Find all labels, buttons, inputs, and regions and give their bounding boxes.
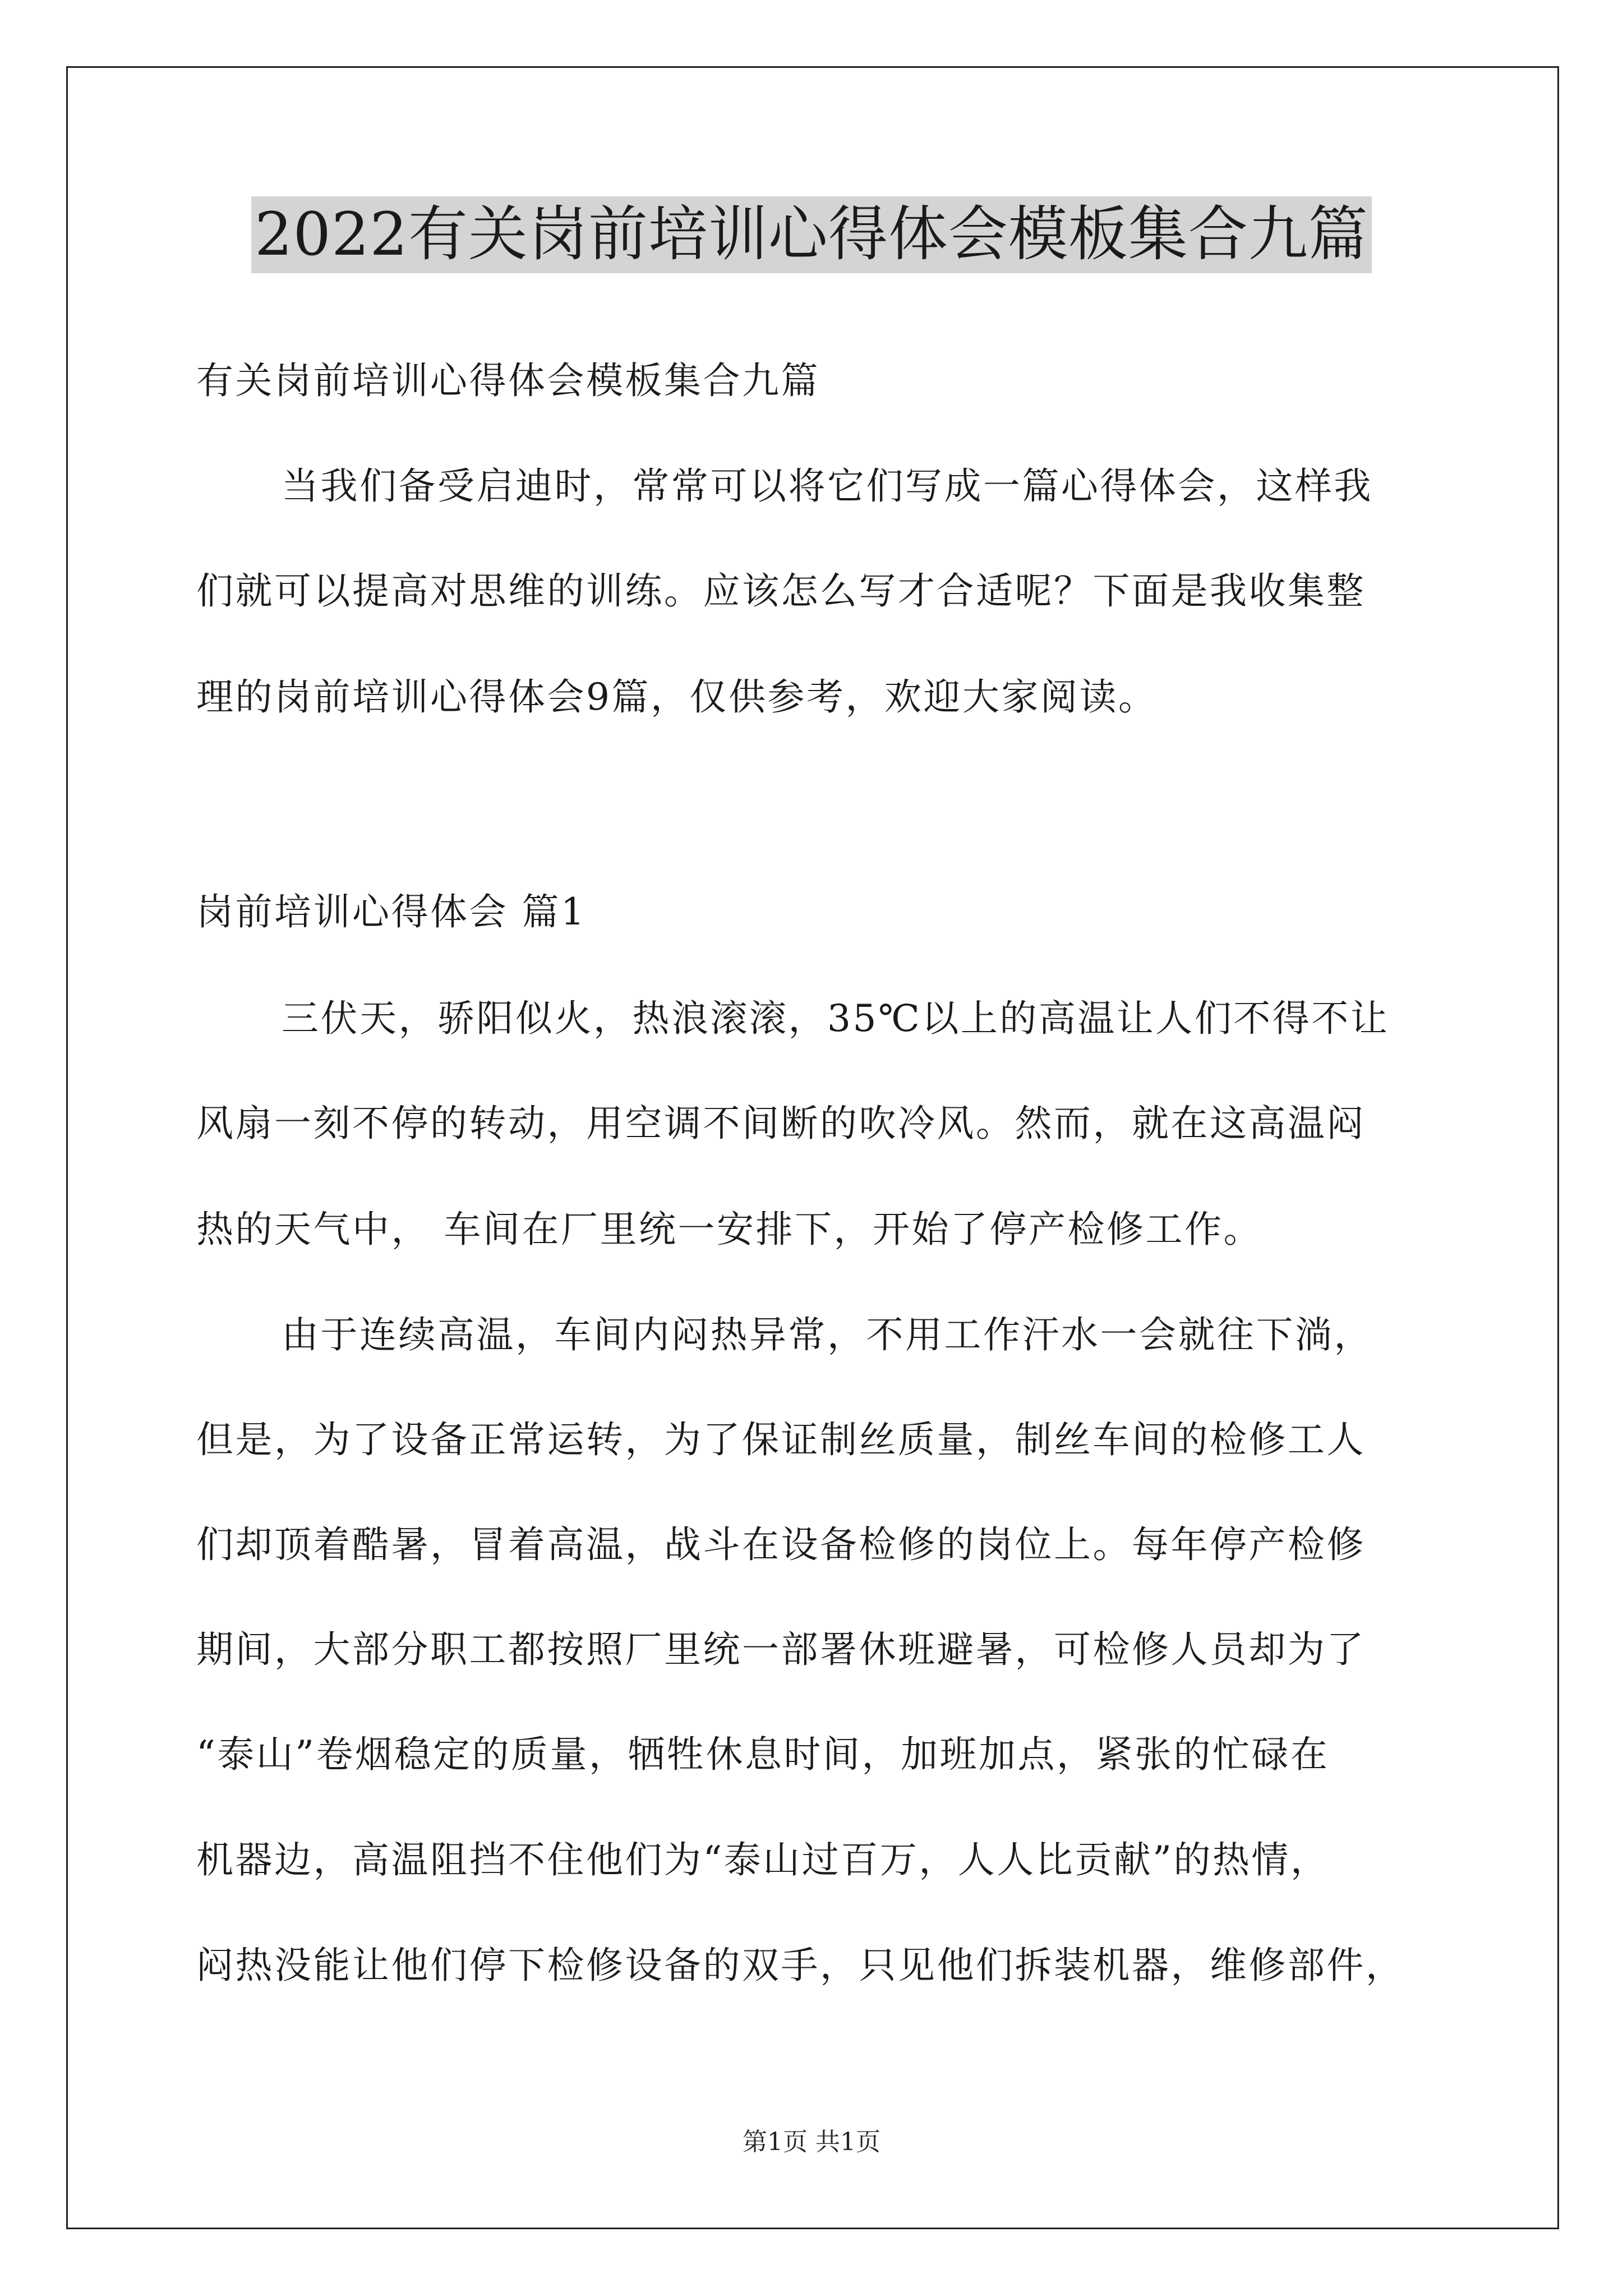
paragraph-line: 机器边，高温阻挡不住他们为“泰山过百万，人人比贡献”的热情，: [196, 1838, 1330, 1881]
subtitle-line: 有关岗前培训心得体会模板集合九篇: [196, 359, 820, 402]
paragraph-line: 但是，为了设备正常运转，为了保证制丝质量，制丝车间的检修工人: [196, 1418, 1366, 1461]
document-title: [0, 200, 1623, 269]
paragraph-line: 风扇一刻不停的转动，用空调不间断的吹冷风。然而，就在这高温闷: [196, 1102, 1366, 1145]
paragraph-line: 们就可以提高对思维的训练。应该怎么写才合适呢？下面是我收集整: [196, 569, 1366, 613]
paragraph-line: 由于连续高温，车间内闷热异常，不用工作汗水一会就往下淌，: [282, 1313, 1373, 1356]
page-footer: 第1页 共1页: [743, 2128, 880, 2156]
paragraph-line: 闷热没能让他们停下检修设备的双手，只见他们拆装机器，维修部件，: [196, 1944, 1405, 1987]
document-title-text: 2022有关岗前培训心得体会模板集合九篇: [251, 196, 1372, 273]
paragraph-line: “泰山”卷烟稳定的质量，牺牲休息时间，加班加点，紧张的忙碌在: [196, 1733, 1330, 1776]
paragraph-line: 们却顶着酷暑，冒着高温，战斗在设备检修的岗位上。每年停产检修: [196, 1523, 1366, 1566]
paragraph-line: 当我们备受启迪时，常常可以将它们写成一篇心得体会，这样我: [282, 464, 1373, 508]
paragraph-line: 三伏天，骄阳似火，热浪滚滚，35℃以上的高温让人们不得不让: [282, 997, 1390, 1040]
section-heading: 岗前培训心得体会 篇1: [196, 890, 587, 933]
paragraph-line: 期间，大部分职工都按照厂里统一部署休班避暑，可检修人员却为了: [196, 1628, 1366, 1671]
paragraph-line: 热的天气中， 车间在厂里统一安排下，开始了停产检修工作。: [196, 1208, 1262, 1251]
paragraph-line: 理的岗前培训心得体会9篇，仅供参考，欢迎大家阅读。: [196, 675, 1158, 719]
